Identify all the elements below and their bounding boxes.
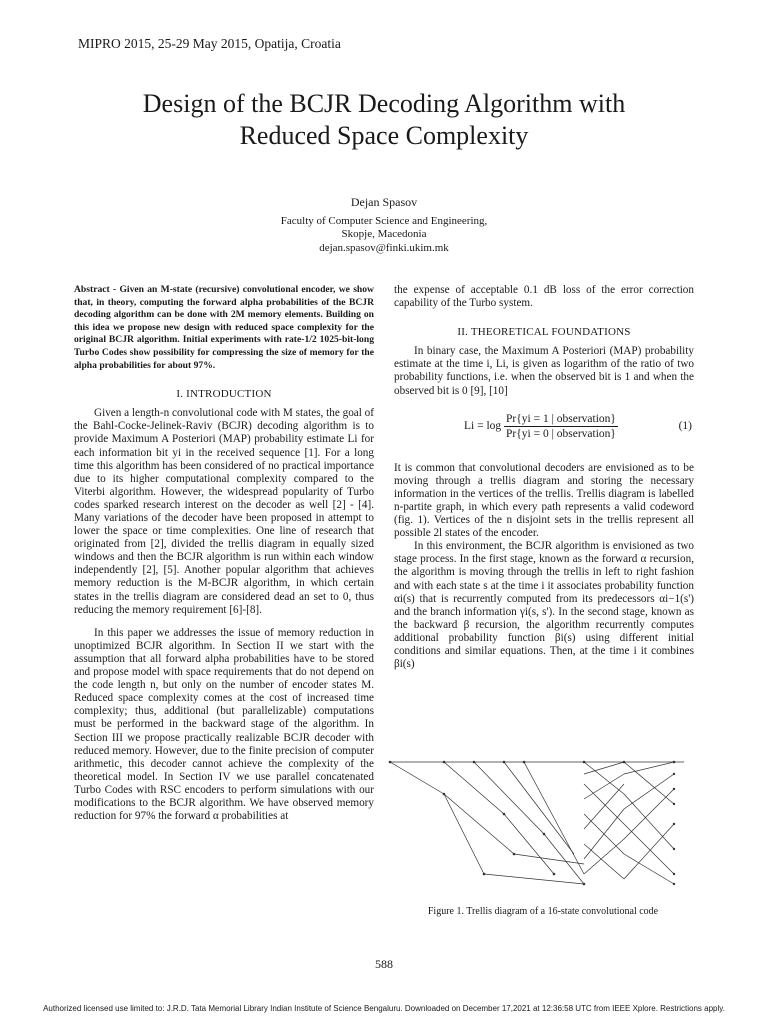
author-name: Dejan Spasov xyxy=(350,195,418,209)
trellis-nodes xyxy=(389,761,676,886)
trellis-lines xyxy=(390,762,684,884)
equation-denominator: Pr{yi = 0 | observation} xyxy=(506,427,616,440)
left-column xyxy=(74,284,374,823)
equation-numerator: Pr{yi = 1 | observation} xyxy=(506,412,616,425)
equation-fraction xyxy=(504,412,618,441)
right-paragraph-1: In binary case, the Maximum A Posteriori (MAP) probability estimate at the time i, Li, is given as logarithm of the ratio of two probability functions, i.e. when the observed bit is 1 and when the observed bit is 0 [9], [10] xyxy=(394,345,694,397)
intro-paragraph-1: Given a length-n convolutional code with M states, the goal of the Bahl-Cocke-Jelinek-Raviv (BCJR) decoding algorithm is to provide Maximum A Posteriori (MAP) probability estimate Li for each information bit yi in the received sequence [1]. For a long time this algorithm has been considered of no practical importance due to its higher computational complexity compared to the Viterbi algorithm. However, the widespread popularity of Turbo codes sparked research interest on the decoder as well [2] - [4]. Many variations of the decoder have been proposed in attempt to lower the space or time complexities. One line of research that originated from [2], divided the trellis diagram in equally sized windows and then the BCJR algorithm is run within each window independently [2], [5]. Another popular algorithm that achieves memory reduction is the M-BCJR algorithm, in which certain states in the trellis diagram are considered dead an set to 0, thus reducing the memory requirement [6]-[8]. xyxy=(74,407,374,616)
affiliation-line-2: Skopje, Macedonia xyxy=(341,228,427,240)
intro-paragraph-2: In this paper we addresses the issue of memory reduction in unoptimized BCJR algorithm. In Section II we start with the assumption that all forward alpha probabilities have to be stored and propose model with space requirements that do not depend on the code length n, but only on the number of encoder states M. Reduced space complexity comes at the cost of increased time complexity; thus, additional (but parallelizable) computations must be performed in the backward stage of the algorithm. In Section III we propose practically realizable BCJR decoder with reduced memory. However, due to the finite precision of computer arithmetic, this decoder cannot achieve the complexity of the theoretical model. In Section IV we use parallel concatenated Turbo Codes with RSC encoders to perform simulations with our modifications to the BCJR algorithm. We have observed memory reduction for 97% the forward α probabilities at xyxy=(74,626,374,823)
trellis-diagram-figure xyxy=(384,754,696,894)
section-heading-introduction: I. INTRODUCTION xyxy=(176,388,272,401)
equation-number: (1) xyxy=(678,419,692,432)
affiliation-line-1: Faculty of Computer Science and Engineering, xyxy=(280,214,488,227)
author-email: dejan.spasov@finki.ukim.mk xyxy=(319,241,449,254)
section-heading-theoretical-foundations: II. THEORETICAL FOUNDATIONS xyxy=(457,326,631,339)
right-column xyxy=(394,284,694,671)
author-block xyxy=(0,196,768,255)
right-paragraph-2: It is common that convolutional decoders are envisioned as to be moving through a trellis diagram and storing the necessary information in the vertices of the trellis. Trellis diagram is labelled n-partite graph, in which every path represents a valid codeword (fig. 1). Vertices of the n disjoint sets in the trellis represent all possible 2l states of the encoder. xyxy=(394,461,694,540)
page-number: 588 xyxy=(375,957,393,971)
figure-caption: Figure 1. Trellis diagram of a 16-state convolutional code xyxy=(427,906,659,917)
right-paragraph-0: the expense of acceptable 0.1 dB loss of the error correction capability of the Turbo system. xyxy=(394,284,694,310)
title-line-2: Reduced Space Complexity xyxy=(239,121,529,150)
right-paragraph-3: In this environment, the BCJR algorithm is envisioned as two stage process. In the first stage, known as the forward α recursion, the algorithm is moving through the trellis in left to right fashion and with each state s at the time i it associates probability function αi(s) that is recurrently computed from its predecessors αi−1(s') and the branch information γi(s, s'). In the second stage, known as the backward β recursion, the algorithm recurrently computes additional probability function βi(s) using different initial conditions and similar equations. Then, at the time i it combines βi(s) xyxy=(394,540,694,671)
abstract: Abstract - Given an M-state (recursive) convolutional encoder, we show that, in theory, computing the forward alpha probabilities of the BCJR decoding algorithm can be done with 2M memory elements. Building on this idea we propose new design with reduced space complexity for the original BCJR algorithm. Initial experiments with rate-1/2 1025-bit-long Turbo Codes show possibility for compressing the size of memory for the alpha probabilities for about 97%. xyxy=(74,284,374,371)
conference-header: MIPRO 2015, 25-29 May 2015, Opatija, Croatia xyxy=(78,36,341,51)
license-footer: Authorized licensed use limited to: J.R.D. Tata Memorial Library Indian Institute of Science Bengaluru. Downloaded on December 17,2021 at 12:36:58 UTC from IEEE Xplore. Restrictions apply. xyxy=(43,1004,725,1013)
equation-1 xyxy=(394,408,694,452)
equation-body xyxy=(464,412,618,441)
equation-lhs: Li = log xyxy=(464,419,502,432)
paper-title xyxy=(0,88,768,152)
title-line-1: Design of the BCJR Decoding Algorithm with xyxy=(142,89,626,118)
